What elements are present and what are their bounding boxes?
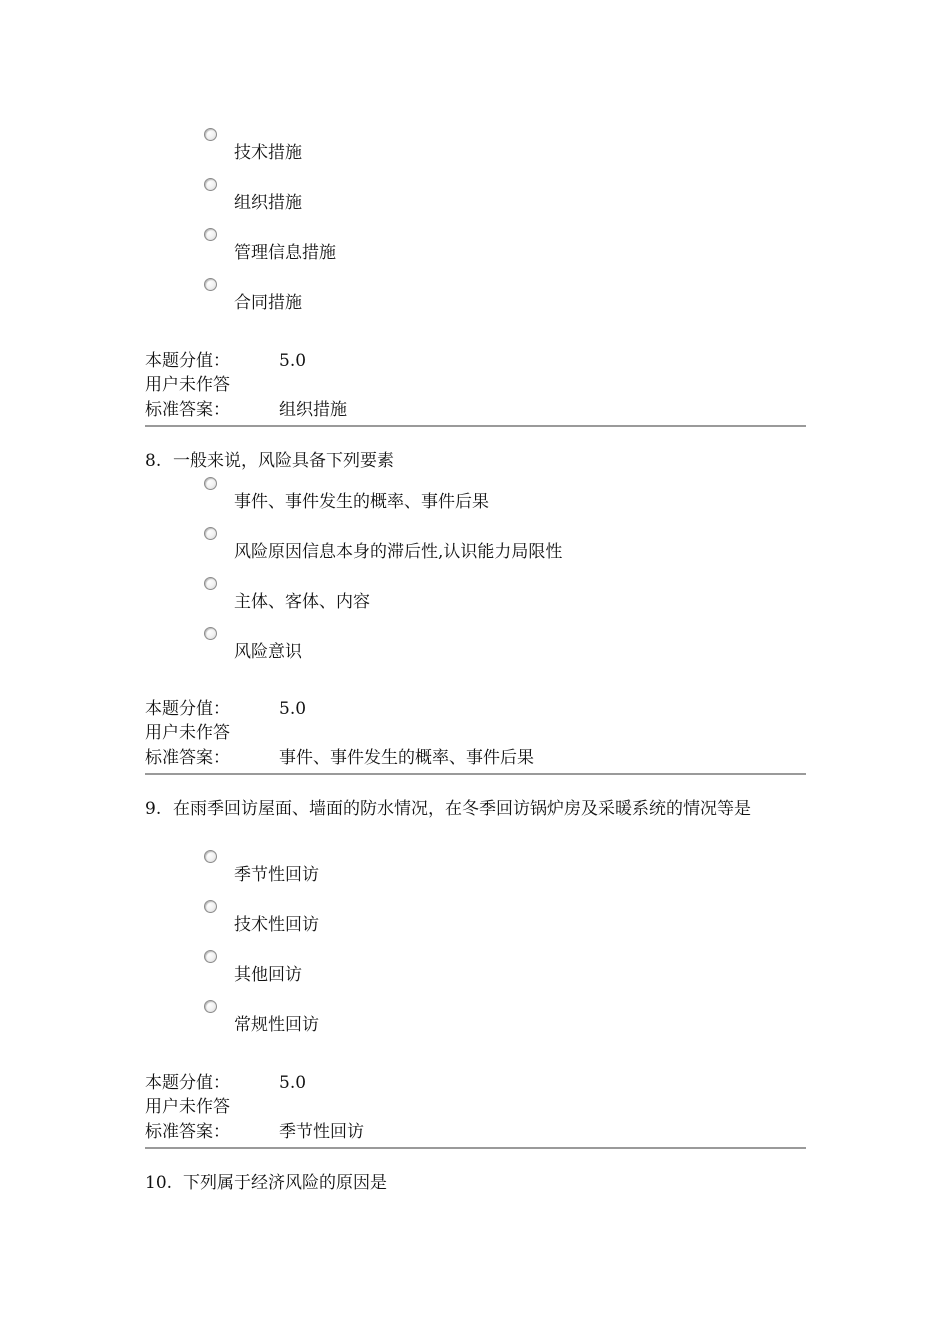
q8-option-3-radio[interactable] xyxy=(204,577,217,590)
q9-option-3-label: 其他回访 xyxy=(234,965,302,985)
q9-answer-value: 季节性回访 xyxy=(279,1122,364,1142)
q9-status: 用户未作答 xyxy=(145,1097,230,1117)
q9-option-4-label: 常规性回访 xyxy=(234,1015,319,1035)
q7-result xyxy=(145,349,806,423)
q7-option-4-radio[interactable] xyxy=(204,278,217,291)
q7-option-1-radio[interactable] xyxy=(204,128,217,141)
q7-option-1[interactable] xyxy=(204,128,764,178)
q7-score-value: 5.0 xyxy=(279,351,307,371)
q8-question xyxy=(145,449,809,473)
q10-question xyxy=(145,1171,809,1195)
q8-answer-label: 标准答案： xyxy=(145,748,230,768)
q9-score-label: 本题分值： xyxy=(145,1073,230,1093)
q7-option-3-label: 管理信息措施 xyxy=(234,243,336,263)
q8-score-value: 5.0 xyxy=(279,699,307,719)
q9-question xyxy=(145,797,809,821)
q8-option-2-label: 风险原因信息本身的滞后性,认识能力局限性 xyxy=(234,542,563,562)
q9-option-3-radio[interactable] xyxy=(204,950,217,963)
divider xyxy=(145,425,806,427)
q8-option-3-label: 主体、客体、内容 xyxy=(234,592,370,612)
q7-status: 用户未作答 xyxy=(145,375,230,395)
q8-option-1-label: 事件、事件发生的概率、事件后果 xyxy=(234,492,489,512)
q9-option-3[interactable] xyxy=(204,950,764,1000)
q7-option-2-label: 组织措施 xyxy=(234,193,302,213)
q9-option-2[interactable] xyxy=(204,900,764,950)
q10-number: 10. xyxy=(145,1173,173,1193)
q9-option-2-radio[interactable] xyxy=(204,900,217,913)
q9-option-4-radio[interactable] xyxy=(204,1000,217,1013)
q8-option-4-label: 风险意识 xyxy=(234,642,302,662)
q7-answer-label: 标准答案： xyxy=(145,400,230,420)
q7-option-3-radio[interactable] xyxy=(204,228,217,241)
q8-option-4[interactable] xyxy=(204,627,764,677)
q8-option-1[interactable] xyxy=(204,477,764,527)
q7-option-4[interactable] xyxy=(204,278,764,328)
divider xyxy=(145,1147,806,1149)
q7-option-4-label: 合同措施 xyxy=(234,293,302,313)
q9-number: 9. xyxy=(145,799,162,819)
q10-text: 下列属于经济风险的原因是 xyxy=(183,1173,387,1193)
q8-option-1-radio[interactable] xyxy=(204,477,217,490)
q9-option-4[interactable] xyxy=(204,1000,764,1050)
q8-option-2-radio[interactable] xyxy=(204,527,217,540)
q9-answer-label: 标准答案： xyxy=(145,1122,230,1142)
q7-option-3[interactable] xyxy=(204,228,764,278)
q8-answer-value: 事件、事件发生的概率、事件后果 xyxy=(279,748,534,768)
q9-option-1-radio[interactable] xyxy=(204,850,217,863)
q9-text: 在雨季回访屋面、墙面的防水情况，在冬季回访锅炉房及采暖系统的情况等是 xyxy=(173,799,751,819)
q8-status: 用户未作答 xyxy=(145,723,230,743)
q8-text: 一般来说，风险具备下列要素 xyxy=(173,451,394,471)
q8-result xyxy=(145,697,806,771)
q9-score-value: 5.0 xyxy=(279,1073,307,1093)
q8-option-3[interactable] xyxy=(204,577,764,627)
q8-number: 8. xyxy=(145,451,162,471)
q7-score-label: 本题分值： xyxy=(145,351,230,371)
q9-option-1-label: 季节性回访 xyxy=(234,865,319,885)
q8-option-2[interactable] xyxy=(204,527,764,577)
q7-option-1-label: 技术措施 xyxy=(234,143,302,163)
q7-option-2[interactable] xyxy=(204,178,764,228)
divider xyxy=(145,773,806,775)
q9-option-1[interactable] xyxy=(204,850,764,900)
q8-score-label: 本题分值： xyxy=(145,699,230,719)
q9-result xyxy=(145,1071,806,1145)
q9-option-2-label: 技术性回访 xyxy=(234,915,319,935)
q7-answer-value: 组织措施 xyxy=(279,400,347,420)
q7-option-2-radio[interactable] xyxy=(204,178,217,191)
q8-option-4-radio[interactable] xyxy=(204,627,217,640)
